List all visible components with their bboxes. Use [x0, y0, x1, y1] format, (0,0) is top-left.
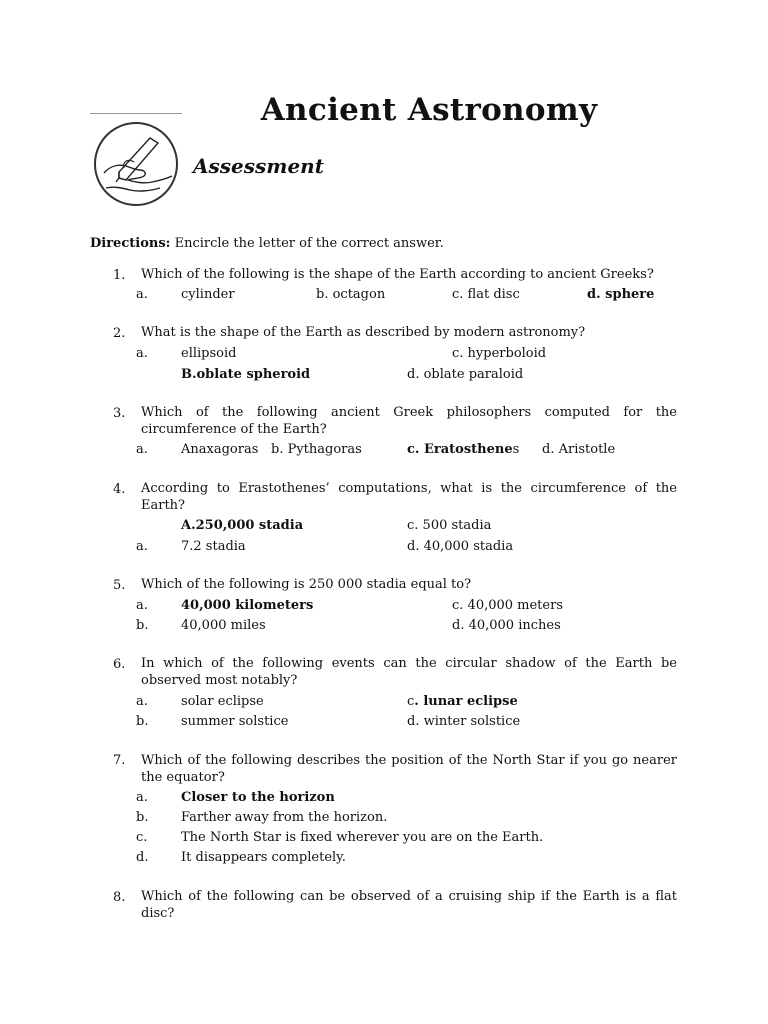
directions-text: Encircle the letter of the correct answer.	[174, 236, 444, 251]
choice-letter[interactable]: a.	[136, 539, 148, 554]
choice-text[interactable]: solar eclipse	[181, 694, 264, 709]
choice-text[interactable]: b. Pythagoras	[271, 442, 362, 457]
choice-letter[interactable]: d.	[136, 850, 149, 865]
question-number: 1.	[113, 268, 126, 283]
choice-text[interactable]: It disappears completely.	[181, 850, 346, 865]
choice-text[interactable]: c. hyperboloid	[452, 346, 547, 361]
page-title: Ancient Astronomy	[260, 92, 598, 128]
choice-letter[interactable]: a.	[136, 346, 148, 361]
header-divider	[90, 113, 182, 114]
choice-answer[interactable]: Closer to the horizon	[181, 790, 335, 805]
choice-text[interactable]: cylinder	[181, 287, 235, 302]
choice-answer[interactable]: 40,000 kilometers	[181, 598, 314, 613]
choice-text[interactable]: c. 500 stadia	[407, 518, 492, 533]
question-number: 7.	[113, 753, 126, 768]
question-text: Which of the following can be observed of a cruising ship if the Earth is a flat disc?	[141, 889, 677, 921]
directions-label: Directions:	[90, 236, 171, 251]
question-text: Which of the following ancient Greek philosophers computed for the circumference of the Earth?	[141, 405, 677, 437]
question-number: 3.	[113, 406, 126, 421]
choice-text[interactable]: ellipsoid	[181, 346, 237, 361]
choice-text[interactable]: 7.2 stadia	[181, 539, 246, 554]
question-text: In which of the following events can the circular shadow of the Earth be observed most notably?	[141, 656, 677, 688]
subtitle: Assessment	[193, 154, 324, 178]
question-number: 6.	[113, 657, 126, 672]
question-number: 5.	[113, 578, 126, 593]
choice-answer[interactable]: A.250,000 stadia	[181, 518, 304, 533]
question-text: Which of the following is 250 000 stadia equal to?	[141, 577, 472, 592]
choice-text[interactable]: The North Star is fixed wherever you are on the Earth.	[181, 830, 544, 845]
question-text: According to Erastothenes’ computations, what is the circumference of the Earth?	[141, 481, 677, 513]
choice-text[interactable]: d. 40,000 inches	[452, 618, 561, 633]
choice-text[interactable]: d. oblate paraloid	[407, 367, 524, 382]
choice-letter[interactable]: b.	[136, 618, 149, 633]
choice-text[interactable]: c. 40,000 meters	[452, 598, 563, 613]
choice-letter[interactable]: c.	[136, 830, 148, 845]
question-text: What is the shape of the Earth as described by modern astronomy?	[141, 325, 586, 340]
choice-letter[interactable]: a.	[136, 598, 148, 613]
choice-text[interactable]: summer solstice	[181, 714, 289, 729]
choice-text[interactable]: d. winter solstice	[407, 714, 521, 729]
choice-letter[interactable]: b.	[136, 810, 149, 825]
pencil-hand-icon	[92, 118, 182, 208]
choice-letter[interactable]: b.	[136, 714, 149, 729]
choice-text[interactable]: d. 40,000 stadia	[407, 539, 514, 554]
choice-text[interactable]: c. flat disc	[452, 287, 520, 302]
question-number: 2.	[113, 326, 126, 341]
question-number: 8.	[113, 890, 126, 905]
question-text: Which of the following describes the position of the North Star if you go nearer the equator?	[141, 753, 677, 785]
choice-text[interactable]: d. Aristotle	[542, 442, 616, 457]
choice-text[interactable]: Farther away from the horizon.	[181, 810, 388, 825]
choice-letter[interactable]: a.	[136, 287, 148, 302]
choice-letter[interactable]: a.	[136, 442, 148, 457]
choice-letter[interactable]: a.	[136, 694, 148, 709]
question-number: 4.	[113, 482, 126, 497]
choice-text[interactable]: Anaxagoras	[181, 442, 259, 457]
choice-text[interactable]: b. octagon	[316, 287, 386, 302]
choice-text[interactable]: 40,000 miles	[181, 618, 266, 633]
directions	[90, 236, 444, 252]
choice-answer[interactable]: d. sphere	[587, 287, 655, 302]
choice-answer[interactable]: c. lunar eclipse	[407, 694, 518, 709]
choice-answer[interactable]: c. Eratosthenes	[407, 442, 520, 457]
question-text: Which of the following is the shape of the Earth according to ancient Greeks?	[141, 267, 654, 282]
choice-answer[interactable]: B.oblate spheroid	[181, 367, 311, 382]
choice-letter[interactable]: a.	[136, 790, 148, 805]
